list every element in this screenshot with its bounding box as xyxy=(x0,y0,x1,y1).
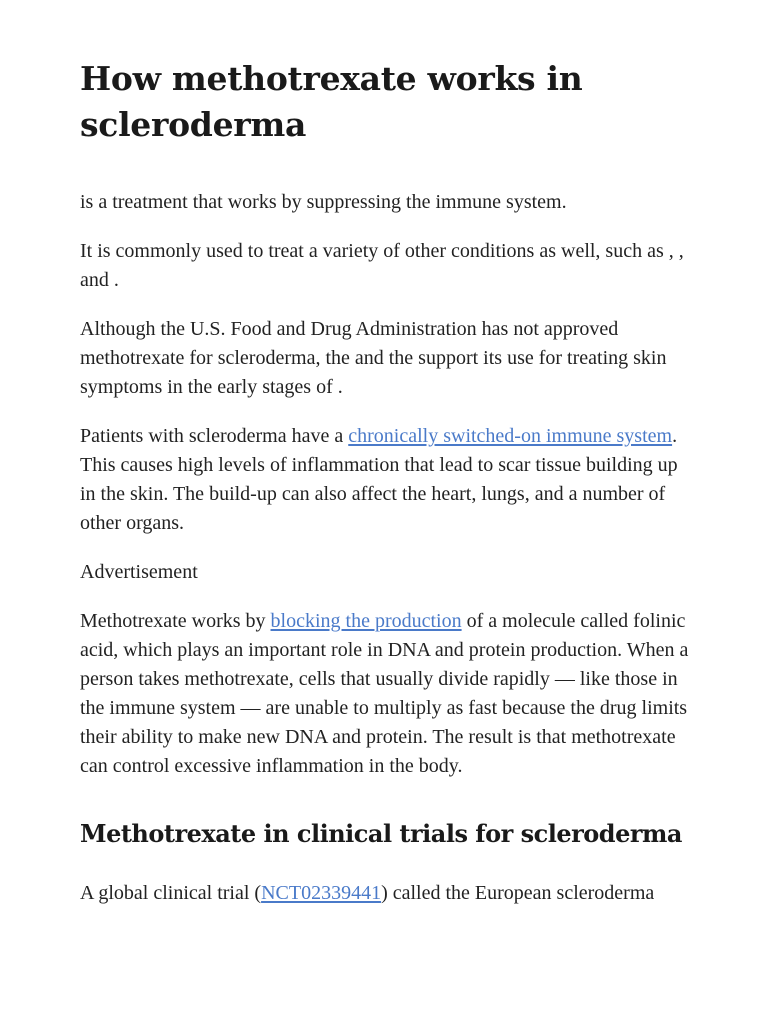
immune-system-text-before: Patients with scleroderma have a xyxy=(80,425,349,447)
blocking-production-link[interactable]: blocking the production xyxy=(270,610,462,632)
mechanism-text-after: of a molecule called folinic acid, which plays an important role in DNA and protein production. When a person takes methotrexate, cells that usually divide rapidly — like those in the immune system — are unable to multiply as fast because the drug limits their ability to make new DNA and protein. The result is that methotrexate can control excessive inflammation in the body. xyxy=(80,610,689,777)
fda-paragraph: Although the U.S. Food and Drug Administration has not approved methotrexate for scleroderma, the and the support its use for treating skin symptoms in the early stages of . xyxy=(80,318,667,398)
intro-paragraph: is a treatment that works by suppressing the immune system. xyxy=(80,191,567,213)
immune-system-text-after: . This causes high levels of inflammation that lead to scar tissue building up in the skin. The build-up can also affect the heart, lungs, and a number of other organs. xyxy=(80,425,678,534)
immune-system-paragraph xyxy=(80,422,698,538)
mechanism-text-before: Methotrexate works by xyxy=(80,610,271,632)
clinical-trial-paragraph xyxy=(80,879,698,908)
page-title: How methotrexate works in scleroderma xyxy=(80,59,583,144)
article xyxy=(80,56,698,928)
clinical-trial-text-before: A global clinical trial ( xyxy=(80,882,262,904)
clinical-trial-text-after: ) called the European scleroderma xyxy=(381,882,655,904)
mechanism-paragraph xyxy=(80,607,698,781)
nct-trial-link[interactable]: NCT02339441 xyxy=(261,882,382,904)
section-heading-clinical-trials: Methotrexate in clinical trials for scleroderma xyxy=(80,819,682,848)
advertisement-label: Advertisement xyxy=(80,561,198,583)
immune-system-link[interactable]: chronically switched-on immune system xyxy=(348,425,673,447)
conditions-paragraph: It is commonly used to treat a variety of other conditions as well, such as , , and . xyxy=(80,240,684,291)
